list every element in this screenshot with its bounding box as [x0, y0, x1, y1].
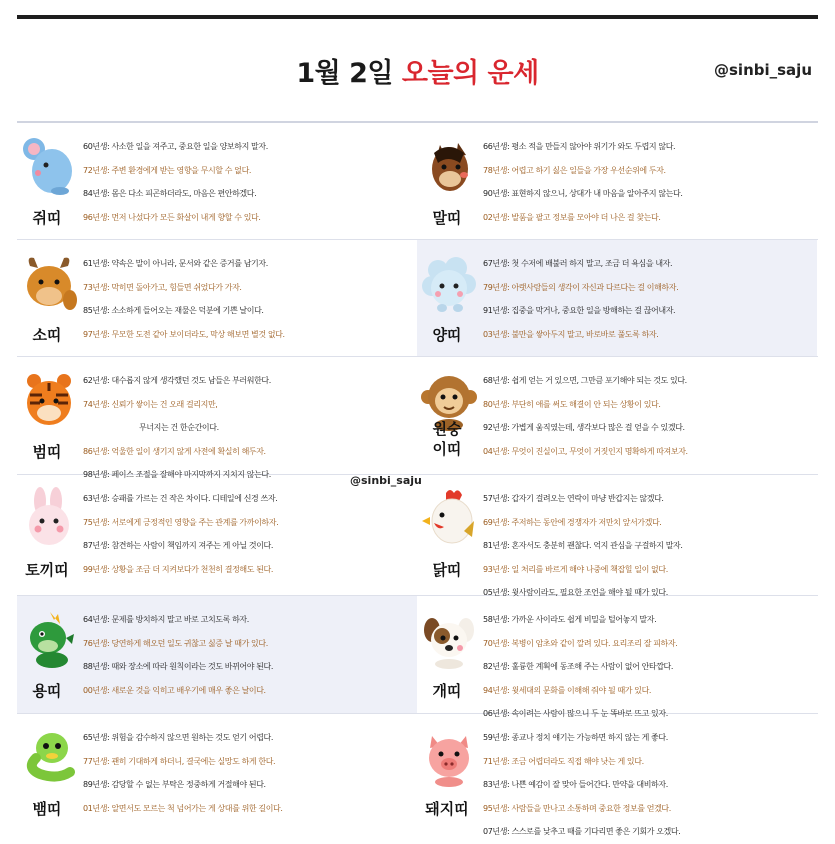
fortune-line: 73년생: 막히면 돌아가고, 힘들면 쉬었다가 가자.	[83, 282, 242, 292]
fortune-line: 84년생: 몸은 다소 피곤하더라도, 마음은 편안하겠다.	[83, 189, 257, 198]
rabbit-icon	[20, 487, 78, 549]
title-date: 1월 2일	[296, 58, 402, 89]
fortune-line: 66년생: 평소 적을 만들지 않아야 위기가 와도 두렵지 않다.	[483, 142, 676, 151]
zodiac-card	[17, 475, 417, 595]
tiger-icon	[20, 369, 78, 431]
pig-icon	[420, 726, 478, 788]
zodiac-name: 뱀띠	[32, 800, 62, 818]
zodiac-row	[17, 121, 818, 239]
zodiac-card	[417, 357, 817, 474]
dog-icon	[420, 608, 478, 670]
zodiac-name: 닭띠	[432, 561, 462, 579]
fortune-line: 03년생: 불만을 쌓아두지 말고, 바로바로 풀도록 하자.	[483, 329, 659, 339]
snake-icon	[20, 726, 78, 788]
watermark: @sinbi_saju	[350, 474, 422, 487]
fortune-line: 64년생: 문제를 방치하지 말고 바로 고치도록 하자.	[83, 615, 249, 624]
fortune-line: 61년생: 약속은 말이 아니라, 문서와 같은 증거를 남기자.	[83, 259, 268, 268]
fortune-line: 62년생: 대수롭지 않게 생각했던 것도 남들은 부러워한다.	[83, 376, 271, 385]
fortune-line: 07년생: 스스로를 낮추고 때를 기다리면 좋은 기회가 오겠다.	[483, 827, 681, 836]
dragon-icon	[20, 608, 78, 670]
horse-icon	[420, 135, 478, 197]
zodiac-row	[17, 713, 818, 836]
fortune-line: 02년생: 발품을 팔고 정보를 모아야 더 나은 걸 찾는다.	[483, 212, 661, 222]
zodiac-card	[17, 123, 417, 239]
fortune-line: 79년생: 아랫사람들의 생각이 자신과 다르다는 걸 이해하자.	[483, 282, 679, 292]
fortune-line: 00년생: 새로운 것을 익히고 배우기에 매우 좋은 날이다.	[83, 685, 266, 695]
fortune-line: 91년생: 집중을 막거나, 중요한 일을 방해하는 걸 끊어내자.	[483, 306, 676, 315]
fortune-line: 87년생: 참견하는 사람이 책임까지 져주는 게 아닐 것이다.	[83, 541, 274, 550]
zodiac-card	[17, 357, 417, 479]
zodiac-name: 쥐띠	[32, 209, 62, 227]
fortune-line: 06년생: 속이려는 사람이 많으니 두 눈 똑바로 뜨고 있자.	[483, 709, 668, 718]
fortune-line: 90년생: 표현하지 않으니, 상대가 내 마음을 알아주지 않는다.	[483, 189, 683, 198]
fortune-line: 57년생: 갑자기 걸려오는 연락이 마냥 반갑지는 않겠다.	[483, 494, 664, 503]
fortune-line: 68년생: 쉽게 얻는 거 있으면, 그만큼 포기해야 되는 것도 있다.	[483, 376, 687, 385]
fortune-line: 58년생: 가까운 사이라도 쉽게 비밀을 털어놓지 말자.	[483, 615, 657, 624]
fortune-line: 59년생: 종교나 정치 얘기는 가능하면 하지 않는 게 좋다.	[483, 733, 668, 742]
zodiac-card	[17, 714, 417, 832]
fortune-line: 76년생: 당연하게 해오던 일도 귀찮고 싫증 날 때가 있다.	[83, 638, 268, 648]
fortune-line: 85년생: 소소하게 들어오는 재물은 덕분에 기쁜 날이다.	[83, 306, 264, 315]
zodiac-name: 말띠	[432, 209, 462, 227]
fortune-line: 83년생: 나쁜 예감이 잘 맞아 들어간다. 만약을 대비하자.	[483, 780, 668, 789]
zodiac-card	[417, 714, 817, 836]
zodiac-row	[17, 356, 818, 479]
zodiac-name: 용띠	[32, 682, 62, 700]
header	[17, 19, 818, 119]
fortune-line: 98년생: 페이스 조절을 잘해야 마지막까지 지치지 않는다.	[83, 470, 271, 479]
zodiac-row	[17, 595, 818, 718]
zodiac-row	[17, 474, 818, 595]
fortune-line: 81년생: 혼자서도 충분히 괜찮다. 억지 관심을 구걸하지 말자.	[483, 541, 683, 550]
zodiac-row	[17, 239, 818, 356]
fortune-line: 95년생: 사람들을 만나고 소통하며 중요한 정보를 얻겠다.	[483, 803, 671, 813]
zodiac-card	[17, 596, 417, 713]
fortune-line: 74년생: 신뢰가 쌓이는 건 오래 걸리지만,	[83, 399, 218, 409]
fortune-line: 99년생: 상황을 조금 더 지켜보다가 천천히 결정해도 된다.	[83, 564, 274, 574]
fortune-line: 86년생: 억울한 일이 생기지 않게 사전에 확실히 해두자.	[83, 446, 266, 456]
account-handle: @sinbi_saju	[714, 61, 812, 79]
cow-icon	[20, 252, 78, 314]
fortune-line: 89년생: 감당할 수 없는 부탁은 정중하게 거절해야 된다.	[83, 780, 266, 789]
fortune-line: 75년생: 서로에게 긍정적인 영향을 주는 관계를 가까이하자.	[83, 517, 279, 527]
fortune-line: 92년생: 가볍게 움직였는데, 생각보다 많은 걸 얻을 수 있겠다.	[483, 423, 685, 432]
title-highlight: 오늘의 운세	[401, 58, 539, 89]
fortune-line: 67년생: 첫 수저에 배불러 하지 말고, 조금 더 욕심을 내자.	[483, 259, 673, 268]
zodiac-name: 돼지띠	[425, 800, 469, 818]
fortune-line: 05년생: 윗사람이라도, 필요한 조언을 해야 될 때가 있다.	[483, 588, 668, 597]
zodiac-name: 개띠	[432, 682, 462, 700]
fortune-line: 82년생: 훌륭한 계획에 동조해 주는 사람이 없어 안타깝다.	[483, 662, 674, 671]
zodiac-card	[17, 240, 417, 356]
zodiac-card	[417, 123, 817, 239]
fortune-line: 72년생: 주변 환경에게 받는 영향을 무시할 수 없다.	[83, 165, 252, 175]
fortune-line: 70년생: 복병이 암초와 같이 깔려 있다. 요리조리 잘 피하자.	[483, 638, 678, 648]
zodiac-name: 토끼띠	[25, 561, 69, 579]
fortune-line: 71년생: 조금 어렵더라도 직접 해야 낫는 게 있다.	[483, 756, 644, 766]
fortune-line: 94년생: 윗세대의 문화를 이해해 줘야 될 때가 있다.	[483, 685, 652, 695]
fortune-line: 97년생: 무모한 도전 같아 보이더라도, 막상 해보면 별것 없다.	[83, 329, 285, 339]
zodiac-name: 원숭이띠	[432, 420, 462, 458]
fortune-line: 04년생: 무엇이 진실이고, 무엇이 거짓인지 명확하게 따져보자.	[483, 446, 688, 456]
fortune-line: 93년생: 일 처리를 바르게 해야 나중에 책잡힐 일이 없다.	[483, 564, 668, 574]
page-title	[17, 51, 818, 90]
fortune-line: 63년생: 승패를 가르는 건 작은 차이다. 디테일에 신경 쓰자.	[83, 494, 278, 503]
fortune-line: 65년생: 위험을 감수하지 않으면 원하는 것도 얻기 어렵다.	[83, 733, 274, 742]
fortune-line: 88년생: 때와 장소에 따라 원칙이라는 것도 바뀌어야 된다.	[83, 662, 274, 671]
fortune-line: 80년생: 부단히 애를 써도 해결이 안 되는 상황이 있다.	[483, 399, 661, 409]
fortune-line: 무너지는 건 한순간이다.	[139, 423, 219, 432]
rooster-icon	[420, 487, 478, 549]
fortune-line: 60년생: 사소한 일을 져주고, 중요한 일을 양보하지 말자.	[83, 142, 268, 151]
zodiac-name: 소띠	[32, 326, 62, 344]
fortune-line: 96년생: 먼저 나섰다가 모든 화살이 내게 향할 수 있다.	[83, 212, 261, 222]
zodiac-card	[417, 240, 817, 356]
sheep-icon	[420, 252, 478, 314]
zodiac-name: 양띠	[432, 326, 462, 344]
zodiac-card	[417, 596, 817, 718]
mouse-icon	[20, 135, 78, 197]
zodiac-card	[417, 475, 817, 595]
fortune-line: 78년생: 어렵고 하기 싫은 일들을 가장 우선순위에 두자.	[483, 165, 666, 175]
fortune-line: 77년생: 괜히 기대하게 하더니, 결국에는 실망도 하게 한다.	[83, 756, 276, 766]
fortune-line: 69년생: 주저하는 동안에 경쟁자가 저만치 앞서가겠다.	[483, 517, 662, 527]
zodiac-name: 범띠	[32, 443, 62, 461]
fortune-line: 01년생: 알면서도 모르는 척 넘어가는 게 상대를 위한 길이다.	[83, 803, 283, 813]
